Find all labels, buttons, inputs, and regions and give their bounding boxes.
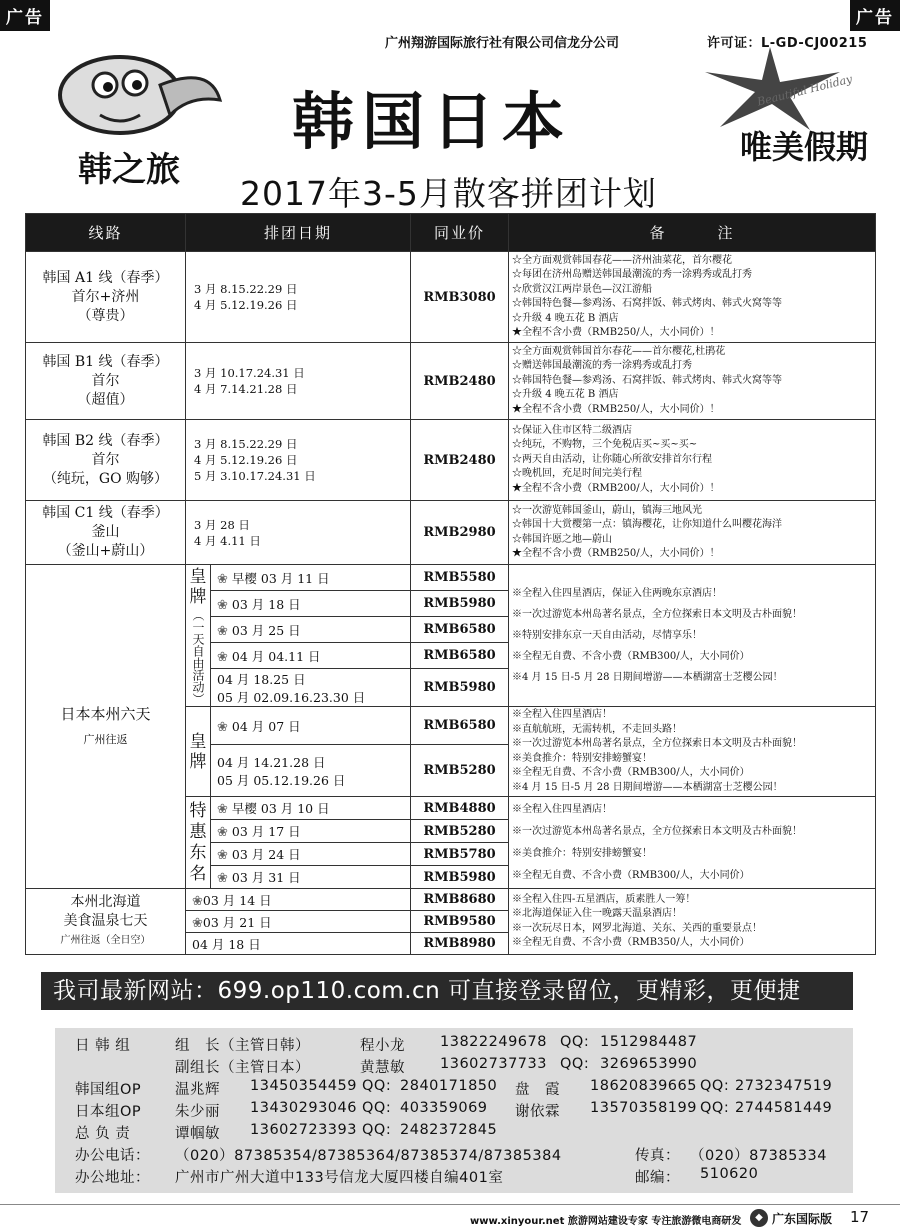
qq-label: QQ: bbox=[362, 1100, 392, 1116]
qq-label: QQ: bbox=[700, 1078, 730, 1094]
flower-icon: ❀ bbox=[217, 649, 228, 665]
brand-name: 韩之旅 bbox=[78, 150, 180, 190]
header-route: 线路 bbox=[26, 214, 186, 252]
company-name: 广州翔游国际旅行社有限公司信龙分公司 bbox=[385, 36, 620, 51]
contact-name: 程小龙 bbox=[360, 1038, 405, 1054]
japan-notes: ※全程入住四星酒店！ ※一次过游览本州岛著名景点，全方位探索日本文明及古朴面貌！ ※美食推介：特别安排螃蟹宴！ ※全程无自费、不含小费（RMB300/人，大小同价） bbox=[509, 797, 876, 889]
website-banner[interactable]: 我司最新网站：699.op110.com.cn 可直接登录留位，更精彩，更便捷 bbox=[41, 972, 853, 1010]
page-footer bbox=[0, 1204, 900, 1230]
contact-phone: 13430293046 bbox=[250, 1100, 357, 1116]
flower-icon: ❀ bbox=[192, 893, 203, 909]
contact-qq: 2482372845 bbox=[400, 1122, 498, 1138]
header-dates: 排团日期 bbox=[186, 214, 411, 252]
departure-price: RMB6580 bbox=[411, 707, 509, 745]
contact-phone: 13822249678 bbox=[440, 1034, 547, 1050]
route-name: 韩国 A1 线（春季） 首尔+济州 （尊贵） bbox=[26, 252, 186, 343]
group-label: 日 韩 组 bbox=[75, 1038, 131, 1054]
office-fax: （020）87385334 bbox=[690, 1148, 827, 1164]
route-name: 韩国 B1 线（春季） 首尔 （超值） bbox=[26, 343, 186, 420]
flower-icon: ❀ bbox=[217, 623, 228, 639]
group-label: 韩国组OP bbox=[75, 1082, 142, 1098]
contact-name: 谭帼敏 bbox=[175, 1126, 220, 1142]
departure-date: 04 月 18 日 bbox=[186, 933, 411, 955]
departure-price: RMB5780 bbox=[411, 843, 509, 866]
role-label: 副组长（主管日本） bbox=[175, 1060, 310, 1076]
group-label: 总 负 责 bbox=[75, 1126, 131, 1142]
contact-qq: 2732347519 bbox=[735, 1078, 833, 1094]
departure-price: RMB8680 bbox=[411, 889, 509, 911]
table-row bbox=[26, 565, 876, 591]
departure-date: ❀ 03 月 17 日 bbox=[211, 820, 411, 843]
flower-icon: ❀ bbox=[217, 571, 228, 587]
fax-label: 传真： bbox=[635, 1148, 680, 1164]
contact-qq: 403359069 bbox=[400, 1100, 488, 1116]
route-dates: 3 月 8.15.22.29 日 4 月 5.12.19.26 日 5 月 3.10.17.24.31 日 bbox=[186, 420, 411, 501]
flower-icon: ❀ bbox=[217, 871, 228, 886]
route-dates: 3 月 10.17.24.31 日 4 月 7.14.21.28 日 bbox=[186, 343, 411, 420]
departure-date: ❀ 03 月 25 日 bbox=[211, 617, 411, 643]
route-price: RMB2480 bbox=[411, 420, 509, 501]
qq-label: QQ: bbox=[362, 1078, 392, 1094]
departure-date: ❀ 04 月 04.11 日 bbox=[211, 643, 411, 669]
addr-label: 办公地址： bbox=[75, 1170, 150, 1186]
contact-phone: 13602723393 bbox=[250, 1122, 357, 1138]
tel-label: 办公电话： bbox=[75, 1148, 150, 1164]
departure-date: ❀ 03 月 31 日 bbox=[211, 866, 411, 889]
license-number: 许可证：L-GD-CJ00215 bbox=[707, 36, 868, 51]
departure-price: RMB5280 bbox=[411, 820, 509, 843]
office-address: 广州市广州大道中133号信龙大厦四楼自编401室 bbox=[175, 1170, 504, 1186]
paper-name: 广东国际版 bbox=[772, 1212, 833, 1226]
departure-date: 04 月 18.25 日 05 月 02.09.16.23.30 日 bbox=[211, 669, 411, 707]
holiday-en: Beautiful Holiday bbox=[755, 72, 854, 109]
table-row bbox=[26, 501, 876, 565]
header-price: 同业价 bbox=[411, 214, 509, 252]
flower-icon: ❀ bbox=[217, 719, 228, 735]
table-row bbox=[26, 343, 876, 420]
route-name: 韩国 B2 线（春季） 首尔 （纯玩，GO 购够） bbox=[26, 420, 186, 501]
japan-notes: ※全程入住四星酒店，保证入住两晚东京酒店！ ※一次过游览本州岛著名景点，全方位探索日本文明及古朴面貌！ ※特别安排东京一天自由活动，尽情享乐！ ※全程无自费、不含小费（RMB300/人，大小同价） ※4 月 15 日-5 月 28 日期间增游——本栖湖富士芝樱公园！ bbox=[509, 565, 876, 707]
route-dates: 3 月 8.15.22.29 日 4 月 5.12.19.26 日 bbox=[186, 252, 411, 343]
contact-name: 温兆辉 bbox=[175, 1082, 220, 1098]
mascot-logo-icon bbox=[40, 45, 230, 145]
hokkaido-route-name: 本州北海道 美食温泉七天 广州往返（全日空） bbox=[26, 889, 186, 955]
contact-phone: 18620839665 bbox=[590, 1078, 697, 1094]
contact-name: 盘 霞 bbox=[515, 1082, 560, 1098]
header-notes: 备 注 bbox=[509, 214, 876, 252]
departure-date: ❀ 早樱 03 月 11 日 bbox=[211, 565, 411, 591]
departure-date: ❀ 早樱 03 月 10 日 bbox=[211, 797, 411, 820]
japan-route-name: 日本本州六天 广州往返 bbox=[26, 565, 186, 889]
table-row bbox=[26, 420, 876, 501]
qq-label: QQ: bbox=[560, 1034, 590, 1050]
ad-tag-right: 广告 bbox=[850, 0, 900, 31]
ad-tag-left: 广告 bbox=[0, 0, 50, 31]
departure-price: RMB6580 bbox=[411, 617, 509, 643]
zip-code: 510620 bbox=[700, 1166, 759, 1182]
group-label: 日本组OP bbox=[75, 1104, 142, 1120]
contact-name: 朱少丽 bbox=[175, 1104, 220, 1120]
japan-brand: 特惠东名 bbox=[186, 797, 211, 889]
contact-phone: 13570358199 bbox=[590, 1100, 697, 1116]
contact-name: 谢依霖 bbox=[515, 1104, 560, 1120]
route-notes: ☆保证入住市区特二级酒店 ☆纯玩，不购物，三个免税店买~买~买~ ☆两天自由活动，让你随心所欲安排首尔行程 ☆晚机回，充足时间完美行程 ★全程不含小费（RMB200/人，大小同价）！ bbox=[509, 420, 876, 501]
departure-price: RMB9580 bbox=[411, 911, 509, 933]
departure-price: RMB5580 bbox=[411, 565, 509, 591]
japan-brand: 皇牌 （一天自由活动） bbox=[186, 565, 211, 707]
route-price: RMB2480 bbox=[411, 343, 509, 420]
contact-qq: 1512984487 bbox=[600, 1034, 698, 1050]
flower-icon: ❀ bbox=[192, 915, 203, 931]
departure-date: ❀ 04 月 07 日 bbox=[211, 707, 411, 745]
route-notes: ☆一次游览韩国釜山，蔚山，镇海三地风光 ☆韩国十大赏樱第一点：镇海樱花，让你知道什么叫樱花海洋 ☆韩国许愿之地—蔚山 ★全程不含小费（RMB250/人，大小同价）！ bbox=[509, 501, 876, 565]
departure-price: RMB6580 bbox=[411, 643, 509, 669]
departure-date: ❀ 03 月 24 日 bbox=[211, 843, 411, 866]
japan-brand: 皇牌 bbox=[186, 707, 211, 797]
departure-date: ❀ 03 月 18 日 bbox=[211, 591, 411, 617]
flower-icon: ❀ bbox=[217, 825, 228, 840]
departure-price: RMB4880 bbox=[411, 797, 509, 820]
footer-text: www.xinyour.net 旅游网站建设专家 专注旅游微电商研发 bbox=[470, 1216, 742, 1227]
flower-icon: ❀ bbox=[217, 597, 228, 613]
departure-date: ❀03 月 14 日 bbox=[186, 889, 411, 911]
office-tel: （020）87385354/87385364/87385374/87385384 bbox=[175, 1148, 562, 1164]
zip-label: 邮编： bbox=[635, 1170, 680, 1186]
qq-label: QQ: bbox=[700, 1100, 730, 1116]
role-label: 组 长（主管日韩） bbox=[175, 1038, 310, 1054]
contact-qq: 3269653990 bbox=[600, 1056, 698, 1072]
contact-phone: 13450354459 bbox=[250, 1078, 357, 1094]
departure-price: RMB8980 bbox=[411, 933, 509, 955]
departure-date: ❀03 月 21 日 bbox=[186, 911, 411, 933]
qq-label: QQ: bbox=[362, 1122, 392, 1138]
contact-qq: 2840171850 bbox=[400, 1078, 498, 1094]
route-dates: 3 月 28 日 4 月 4.11 日 bbox=[186, 501, 411, 565]
flower-icon: ❀ bbox=[217, 802, 228, 817]
route-name: 韩国 C1 线（春季） 釜山 （釜山+蔚山） bbox=[26, 501, 186, 565]
table-row bbox=[26, 252, 876, 343]
logo-icon: ◆ bbox=[750, 1209, 768, 1227]
flower-icon: ❀ bbox=[217, 848, 228, 863]
departure-date: 04 月 14.21.28 日 05 月 05.12.19.26 日 bbox=[211, 745, 411, 797]
departure-price: RMB5280 bbox=[411, 745, 509, 797]
route-notes: ☆全方面观赏韩国首尔春花——首尔樱花,杜鹃花 ☆赠送韩国最潮流的秀一涂鸦秀或乱打秀 ☆韩国特色餐—参鸡汤、石窝拌饭、韩式烤肉、韩式火窝等等 ☆升级 4 晚五花 B 酒店 ★全程不含小费（RMB250/人，大小同价）！ bbox=[509, 343, 876, 420]
route-price: RMB2980 bbox=[411, 501, 509, 565]
contact-name: 黄慧敏 bbox=[360, 1060, 405, 1076]
tour-plan-table bbox=[25, 213, 876, 955]
contact-phone: 13602737733 bbox=[440, 1056, 547, 1072]
contact-qq: 2744581449 bbox=[735, 1100, 833, 1116]
route-price: RMB3080 bbox=[411, 252, 509, 343]
contact-panel bbox=[55, 1028, 853, 1193]
departure-price: RMB5980 bbox=[411, 591, 509, 617]
hokkaido-notes: ※全程入住四-五星酒店，质素胜人一筹！ ※北海道保证入住一晚露天温泉酒店！ ※一次玩尽日本，网罗北海道、关东、关西的重要景点！ ※全程无自费、不含小费（RMB350/人，大小同价） bbox=[509, 889, 876, 955]
subtitle: 2017年3-5月散客拼团计划 bbox=[240, 174, 657, 213]
route-notes: ☆全方面观赏韩国春花——济州油菜花，首尔樱花 ☆每团在济州岛赠送韩国最潮流的秀一涂鸦秀或乱打秀 ☆欣赏汉江两岸景色—汉江游船 ☆韩国特色餐—参鸡汤、石窝拌饭、韩式烤肉、韩式火窝等等 ☆升级 4 晚五花 B 酒店 ★全程不含小费（RMB250/人，大小同价）！ bbox=[509, 252, 876, 343]
page-number: 17 bbox=[850, 1208, 870, 1226]
main-title: 韩国日本 bbox=[292, 85, 573, 158]
holiday-cn: 唯美假期 bbox=[740, 128, 869, 166]
departure-price: RMB5980 bbox=[411, 669, 509, 707]
japan-notes: ※全程入住四星酒店！ ※直航航班，无需转机，不走回头路！ ※一次过游览本州岛著名景点，全方位探索日本文明及古朴面貌！ ※美食推介：特别安排螃蟹宴！ ※全程无自费、不含小费（RMB300/人，大小同价） ※4 月 15 日-5 月 28 日期间增游——本栖湖富士芝樱公园！ bbox=[509, 707, 876, 797]
table-row bbox=[26, 889, 876, 911]
departure-price: RMB5980 bbox=[411, 866, 509, 889]
qq-label: QQ: bbox=[560, 1056, 590, 1072]
